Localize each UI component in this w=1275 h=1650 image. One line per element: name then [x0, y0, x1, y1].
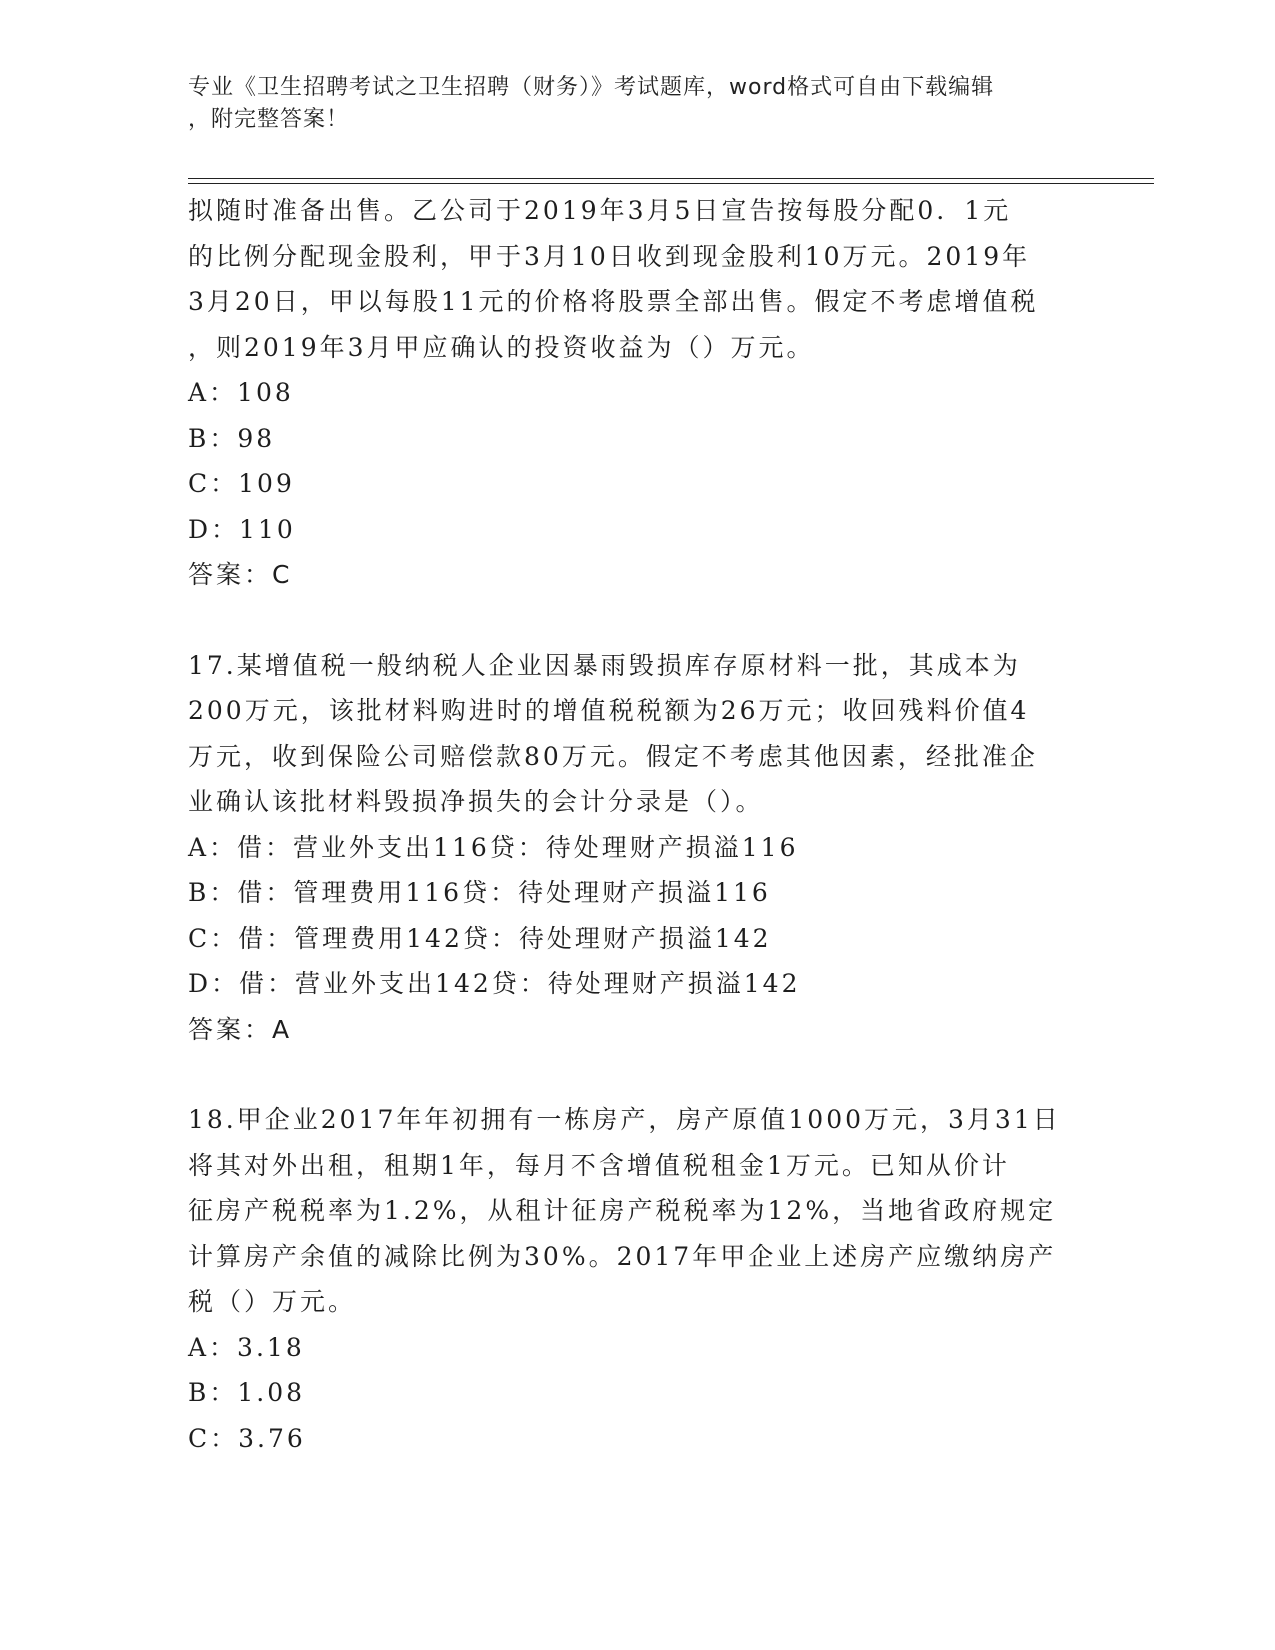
stem-line: 万元，收到保险公司赔偿款80万元。假定不考虑其他因素，经批准企 — [188, 741, 1038, 771]
spacer — [188, 598, 1088, 643]
stem-line: 税（）万元。 — [188, 1287, 357, 1316]
option-d: D：110 — [188, 514, 296, 544]
stem-line: 的比例分配现金股利，甲于3月10日收到现金股利10万元。2019年 — [188, 241, 1031, 271]
answer-line: 答案：C — [188, 560, 293, 589]
answer-line: 答案：A — [188, 1014, 293, 1044]
question-18 — [188, 1097, 1088, 1461]
question-stem — [188, 643, 1088, 825]
option-b: B：借：管理费用116贷：待处理财产损溢116 — [188, 878, 771, 907]
question-stem — [188, 188, 1088, 370]
document-body — [188, 188, 1088, 1461]
document-header — [188, 72, 1078, 136]
stem-line: 3月20日，甲以每股11元的价格将股票全部出售。假定不考虑增值税 — [188, 287, 1039, 316]
option-c: C：借：管理费用142贷：待处理财产损溢142 — [188, 923, 772, 953]
option-c: C：109 — [188, 469, 295, 498]
spacer — [188, 1052, 1088, 1097]
stem-line: 计算房产余值的减除比例为30%。2017年甲企业上述房产应缴纳房产 — [188, 1241, 1057, 1271]
option-a: A：108 — [188, 378, 294, 407]
stem-line: 业确认该批材料毁损净损失的会计分录是（）。 — [188, 787, 764, 816]
stem-line: 17.某增值税一般纳税人企业因暴雨毁损库存原材料一批，其成本为 — [188, 650, 1021, 680]
stem-line: 200万元，该批材料购进时的增值税税额为26万元；收回残料价值4 — [188, 696, 1030, 725]
stem-line: 将其对外出租，租期1年，每月不含增值税租金1万元。已知从价计 — [188, 1150, 1010, 1180]
option-a: A：3.18 — [188, 1332, 305, 1362]
question-16 — [188, 188, 1088, 598]
header-divider-top — [188, 178, 1154, 179]
header-title-line-2: ，附完整答案！ — [188, 107, 350, 132]
stem-line: 18.甲企业2017年年初拥有一栋房产，房产原值1000万元，3月31日 — [188, 1105, 1061, 1134]
option-b: B：98 — [188, 423, 276, 453]
option-c: C：3.76 — [188, 1423, 306, 1453]
option-d: D：借：营业外支出142贷：待处理财产损溢142 — [188, 969, 801, 998]
option-b: B：1.08 — [188, 1378, 306, 1407]
question-17 — [188, 643, 1088, 1053]
header-title-line-1: 专业《卫生招聘考试之卫生招聘（财务）》考试题库，word格式可自由下载编辑 — [188, 75, 995, 100]
stem-line: 征房产税税率为1.2%，从租计征房产税税率为12%，当地省政府规定 — [188, 1196, 1057, 1225]
stem-line: ，则2019年3月甲应确认的投资收益为（）万元。 — [188, 332, 815, 362]
question-stem — [188, 1097, 1088, 1325]
stem-line: 拟随时准备出售。乙公司于2019年3月5日宣告按每股分配0．1元 — [188, 196, 1012, 225]
option-a: A：借：营业外支出116贷：待处理财产损溢116 — [188, 832, 799, 862]
header-divider-bottom — [188, 183, 1154, 184]
